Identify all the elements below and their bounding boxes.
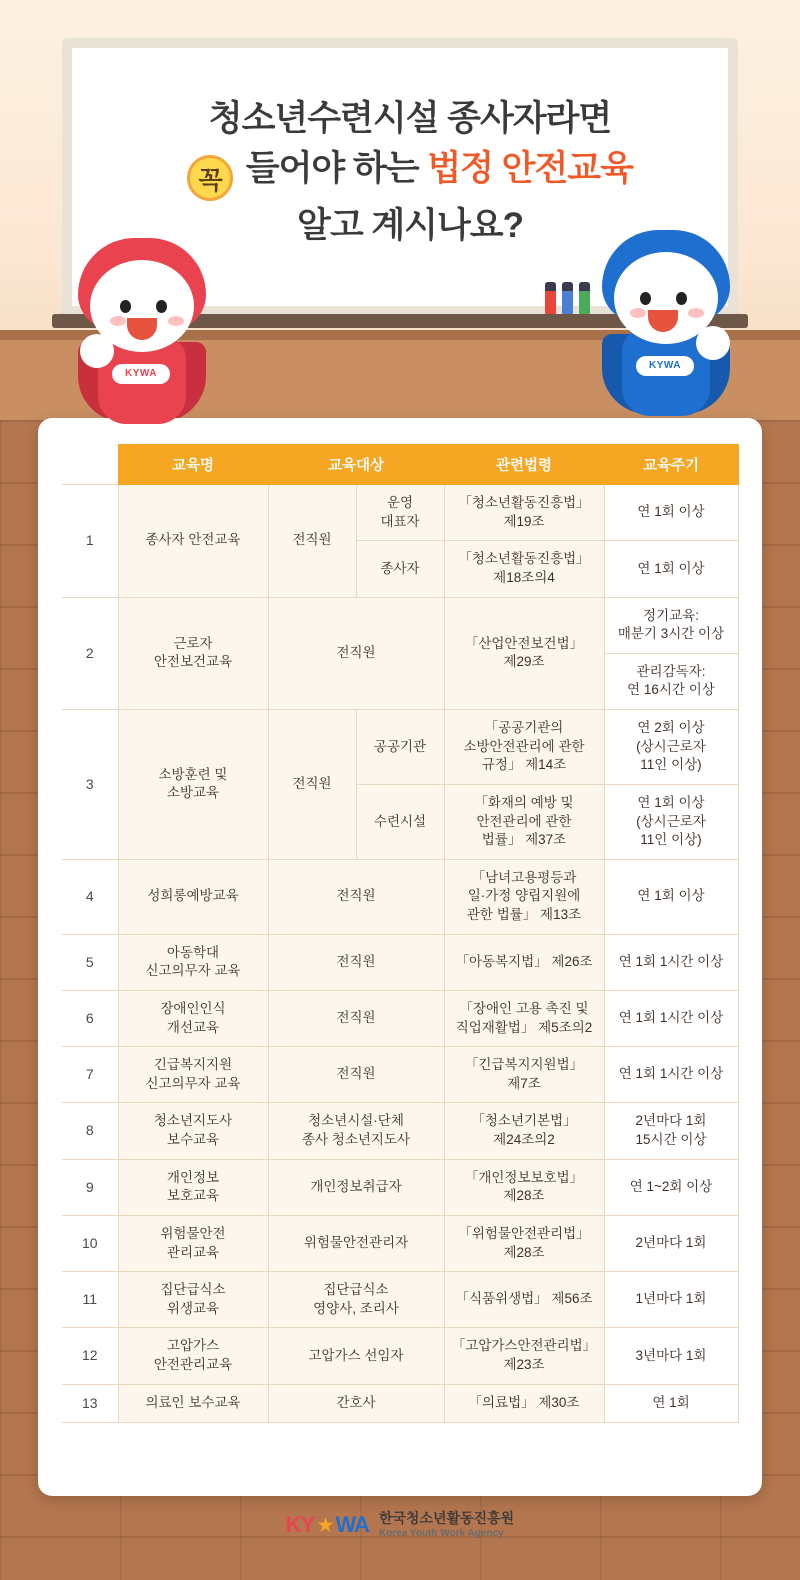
cell-education-cycle: 연 1회 이상 bbox=[604, 859, 738, 934]
cell-related-law: 「청소년활동진흥법」 제18조의4 bbox=[444, 541, 604, 597]
headline-line-1: 청소년수련시설 종사자라면 bbox=[208, 99, 612, 138]
cell-education-name: 청소년지도사 보수교육 bbox=[118, 1103, 268, 1159]
table-row bbox=[62, 1215, 738, 1271]
cell-target-main: 간호사 bbox=[268, 1384, 444, 1422]
cell-target-main: 전직원 bbox=[268, 1047, 444, 1103]
table-row bbox=[62, 1272, 738, 1328]
header-related-law: 관련법령 bbox=[444, 445, 604, 485]
headline-line-2-before: 들어야 하는 bbox=[237, 148, 428, 188]
cell-education-name: 개인정보 보호교육 bbox=[118, 1159, 268, 1215]
cell-related-law: 「아동복지법」 제26조 bbox=[444, 934, 604, 990]
footer-name-ko: 한국청소년활동진흥원 bbox=[378, 1510, 515, 1526]
cell-related-law: 「긴급복지지원법」 제7조 bbox=[444, 1047, 604, 1103]
table-header-row bbox=[62, 445, 738, 485]
star-icon: ★ bbox=[317, 1514, 333, 1535]
cell-education-cycle: 연 2회 이상 (상시근로자 11인 이상) bbox=[604, 710, 738, 785]
row-index: 13 bbox=[62, 1384, 118, 1422]
cell-education-name: 소방훈련 및 소방교육 bbox=[118, 710, 268, 860]
table-row bbox=[62, 990, 738, 1046]
table-row bbox=[62, 597, 738, 653]
kywa-logo bbox=[286, 1512, 369, 1538]
row-index: 7 bbox=[62, 1047, 118, 1103]
cell-education-name: 아동학대 신고의무자 교육 bbox=[118, 934, 268, 990]
table-row bbox=[62, 859, 738, 934]
marker-red-icon bbox=[545, 282, 556, 314]
headline-line-2 bbox=[72, 144, 748, 201]
cell-education-name: 성희롱예방교육 bbox=[118, 859, 268, 934]
cell-target-main: 전직원 bbox=[268, 990, 444, 1046]
cell-related-law: 「청소년기본법」 제24조의2 bbox=[444, 1103, 604, 1159]
cell-education-name: 긴급복지지원 신고의무자 교육 bbox=[118, 1047, 268, 1103]
cell-related-law: 「공공기관의 소방안전관리에 관한 규정」 제14조 bbox=[444, 710, 604, 785]
footer-org-name bbox=[379, 1510, 514, 1540]
row-index: 2 bbox=[62, 597, 118, 710]
cell-related-law: 「산업안전보건법」 제29조 bbox=[444, 597, 604, 710]
cell-related-law: 「청소년활동진흥법」 제19조 bbox=[444, 485, 604, 541]
cell-education-cycle: 3년마다 1회 bbox=[604, 1328, 738, 1384]
cell-target-sub: 공공기관 bbox=[356, 710, 444, 785]
marker-green-icon bbox=[579, 282, 590, 314]
cell-education-name: 종사자 안전교육 bbox=[118, 485, 268, 598]
footer-name-en: Korea Youth Work Agency bbox=[378, 1527, 504, 1539]
cell-education-name: 위험물안전 관리교육 bbox=[118, 1215, 268, 1271]
cell-target-main: 고압가스 선임자 bbox=[268, 1328, 444, 1384]
marker-blue-icon bbox=[562, 282, 573, 314]
cell-education-cycle: 연 1회 이상 bbox=[604, 541, 738, 597]
cell-education-cycle: 연 1회 이상 bbox=[604, 485, 738, 541]
page-title bbox=[72, 94, 748, 250]
cell-education-cycle: 2년마다 1회 bbox=[604, 1215, 738, 1271]
cell-target-main: 전직원 bbox=[268, 934, 444, 990]
cell-related-law: 「장애인 고용 촉진 및 직업재활법」 제5조의2 bbox=[444, 990, 604, 1046]
cell-target-main: 전직원 bbox=[268, 597, 444, 710]
cell-education-cycle: 2년마다 1회 15시간 이상 bbox=[604, 1103, 738, 1159]
cell-related-law: 「고압가스안전관리법」 제23조 bbox=[444, 1328, 604, 1384]
table-row bbox=[62, 1328, 738, 1384]
row-index: 9 bbox=[62, 1159, 118, 1215]
cell-education-name: 고압가스 안전관리교육 bbox=[118, 1328, 268, 1384]
cell-education-name: 근로자 안전보건교육 bbox=[118, 597, 268, 710]
cell-target-main: 전직원 bbox=[268, 485, 356, 598]
cell-related-law: 「화재의 예방 및 안전관리에 관한 법률」 제37조 bbox=[444, 784, 604, 859]
table-row bbox=[62, 1159, 738, 1215]
row-index: 3 bbox=[62, 710, 118, 860]
cell-education-cycle: 연 1~2회 이상 bbox=[604, 1159, 738, 1215]
cell-education-cycle: 연 1회 1시간 이상 bbox=[604, 934, 738, 990]
header-index-blank bbox=[62, 445, 118, 485]
mascot-blue-logo: KYWA bbox=[636, 356, 694, 376]
cell-education-cycle: 관리감독자: 연 16시간 이상 bbox=[604, 653, 738, 709]
mascot-red bbox=[72, 238, 212, 428]
cell-education-cycle: 정기교육: 매분기 3시간 이상 bbox=[604, 597, 738, 653]
table-row bbox=[62, 710, 738, 785]
cell-education-cycle: 연 1회 bbox=[604, 1384, 738, 1422]
cell-education-cycle: 연 1회 1시간 이상 bbox=[604, 1047, 738, 1103]
header-education-target: 교육대상 bbox=[268, 445, 444, 485]
headline-highlight: 법정 안전교육 bbox=[427, 148, 633, 188]
cell-target-main: 청소년시설·단체 종사 청소년지도사 bbox=[268, 1103, 444, 1159]
table-row bbox=[62, 1384, 738, 1422]
mascot-red-logo: KYWA bbox=[112, 364, 170, 384]
table-row bbox=[62, 1047, 738, 1103]
cell-target-main: 위험물안전관리자 bbox=[268, 1215, 444, 1271]
row-index: 1 bbox=[62, 485, 118, 598]
education-table-card bbox=[38, 418, 762, 1496]
cell-related-law: 「의료법」 제30조 bbox=[444, 1384, 604, 1422]
footer bbox=[0, 1510, 800, 1540]
header-illustration-area bbox=[0, 0, 800, 420]
header-education-name: 교육명 bbox=[118, 445, 268, 485]
cell-related-law: 「개인정보보호법」 제28조 bbox=[444, 1159, 604, 1215]
cell-target-sub: 종사자 bbox=[356, 541, 444, 597]
cell-target-sub: 수련시설 bbox=[356, 784, 444, 859]
cell-target-sub: 운영 대표자 bbox=[356, 485, 444, 541]
cell-education-name: 집단급식소 위생교육 bbox=[118, 1272, 268, 1328]
table-row bbox=[62, 1103, 738, 1159]
cell-related-law: 「남녀고용평등과 일·가정 양립지원에 관한 법률」 제13조 bbox=[444, 859, 604, 934]
table-row bbox=[62, 485, 738, 541]
headline-line-3: 알고 계시나요? bbox=[297, 205, 523, 245]
cell-education-cycle: 연 1회 이상 (상시근로자 11인 이상) bbox=[604, 784, 738, 859]
logo-ky-text: KY bbox=[285, 1512, 315, 1537]
cell-education-name: 장애인인식 개선교육 bbox=[118, 990, 268, 1046]
header-education-cycle: 교육주기 bbox=[604, 445, 738, 485]
logo-wa-text: WA bbox=[335, 1512, 369, 1537]
row-index: 6 bbox=[62, 990, 118, 1046]
cell-related-law: 「위험물안전관리법」 제28조 bbox=[444, 1215, 604, 1271]
cell-education-cycle: 1년마다 1회 bbox=[604, 1272, 738, 1328]
row-index: 11 bbox=[62, 1272, 118, 1328]
mandatory-education-table bbox=[62, 444, 739, 1423]
mascot-blue bbox=[596, 230, 736, 420]
cell-target-main: 전직원 bbox=[268, 859, 444, 934]
row-index: 12 bbox=[62, 1328, 118, 1384]
cell-target-main: 집단급식소 영양사, 조리사 bbox=[268, 1272, 444, 1328]
row-index: 10 bbox=[62, 1215, 118, 1271]
row-index: 5 bbox=[62, 934, 118, 990]
table-body bbox=[62, 485, 738, 1423]
cell-related-law: 「식품위생법」 제56조 bbox=[444, 1272, 604, 1328]
cell-target-main: 전직원 bbox=[268, 710, 356, 860]
cell-education-cycle: 연 1회 1시간 이상 bbox=[604, 990, 738, 1046]
kkok-badge: 꼭 bbox=[187, 155, 233, 201]
cell-target-main: 개인정보취급자 bbox=[268, 1159, 444, 1215]
row-index: 4 bbox=[62, 859, 118, 934]
table-row bbox=[62, 934, 738, 990]
row-index: 8 bbox=[62, 1103, 118, 1159]
cell-education-name: 의료인 보수교육 bbox=[118, 1384, 268, 1422]
